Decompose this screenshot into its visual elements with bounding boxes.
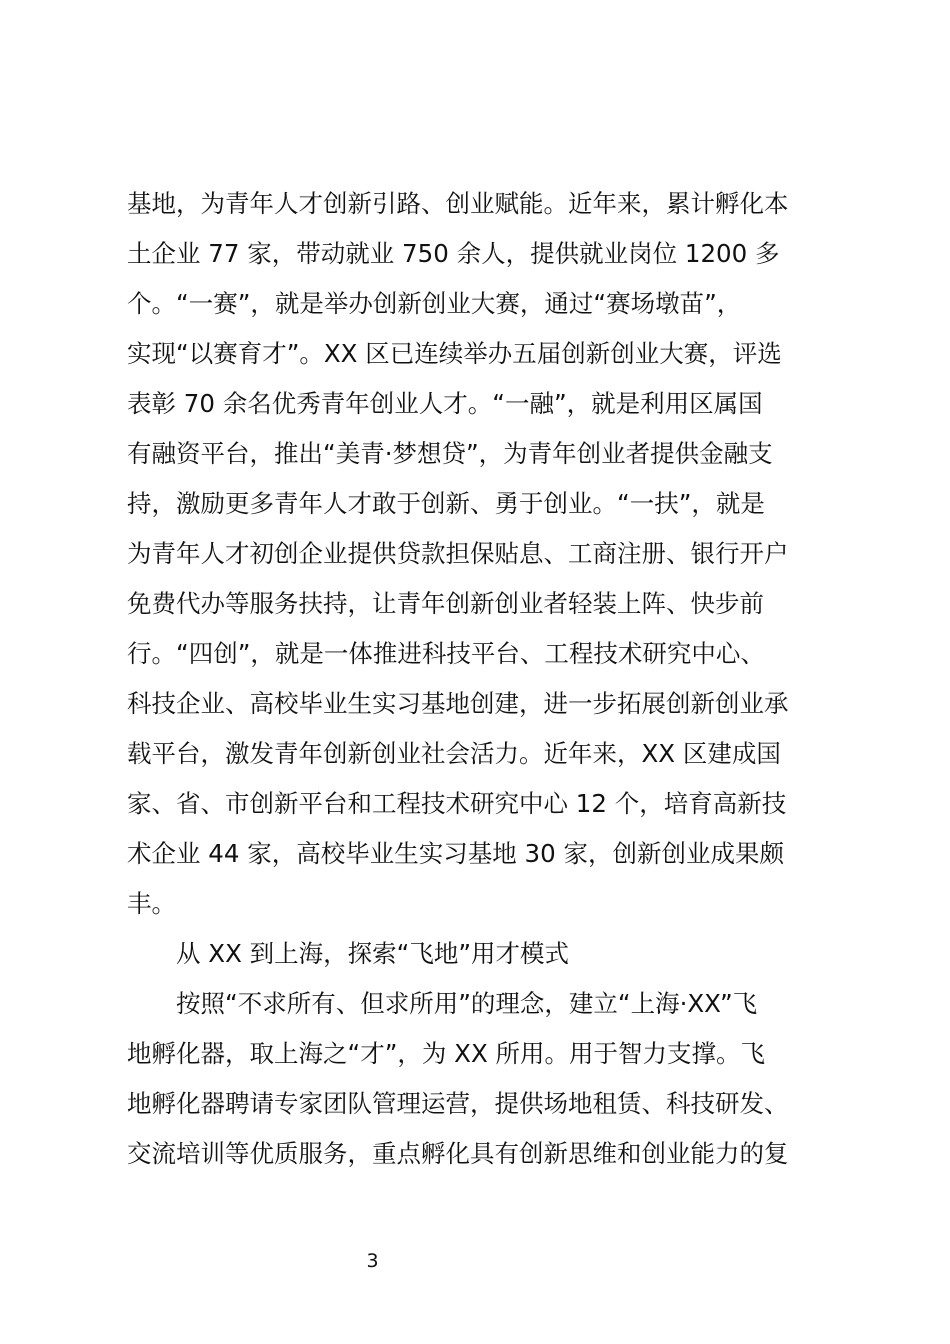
body-line: 科技企业、高校毕业生实习基地创建，进一步拓展创新创业承	[127, 689, 789, 718]
body-line: 个。“一赛”，就是举办创新创业大赛，通过“赛场墩苗”，	[127, 289, 742, 318]
body-line: 术企业 44 家，高校毕业生实习基地 30 家，创新创业成果颇	[127, 839, 784, 868]
body-line: 交流培训等优质服务，重点孵化具有创新思维和创业能力的复	[127, 1139, 789, 1168]
body-line: 表彰 70 余名优秀青年创业人才。“一融”，就是利用区属国	[127, 389, 763, 418]
body-line: 地孵化器聘请专家团队管理运营，提供场地租赁、科技研发、	[127, 1089, 789, 1118]
body-line: 载平台，激发青年创新创业社会活力。近年来，XX 区建成国	[127, 739, 781, 768]
page-number: 3	[366, 1250, 379, 1272]
section-heading: 从 XX 到上海，探索“飞地”用才模式	[176, 939, 570, 968]
body-line: 丰。	[127, 889, 176, 918]
body-line: 为青年人才初创企业提供贷款担保贴息、工商注册、银行开户	[127, 539, 789, 568]
body-line: 家、省、市创新平台和工程技术研究中心 12 个，培育高新技	[127, 789, 787, 818]
body-line: 地孵化器，取上海之“才”，为 XX 所用。用于智力支撑。飞	[127, 1039, 766, 1068]
body-line: 免费代办等服务扶持，让青年创新创业者轻装上阵、快步前	[127, 589, 764, 618]
body-line: 实现“以赛育才”。XX 区已连续举办五届创新创业大赛，评选	[127, 339, 782, 368]
body-line: 有融资平台，推出“美青·梦想贷”，为青年创业者提供金融支	[127, 439, 773, 468]
body-line: 持，激励更多青年人才敢于创新、勇于创业。“一扶”，就是	[127, 489, 765, 518]
body-line: 按照“不求所有、但求所用”的理念，建立“上海·XX”飞	[176, 989, 758, 1018]
body-line: 行。“四创”，就是一体推进科技平台、工程技术研究中心、	[127, 639, 765, 668]
body-line: 基地，为青年人才创新引路、创业赋能。近年来，累计孵化本	[127, 189, 789, 218]
body-line: 土企业 77 家，带动就业 750 余人，提供就业岗位 1200 多	[127, 239, 780, 268]
